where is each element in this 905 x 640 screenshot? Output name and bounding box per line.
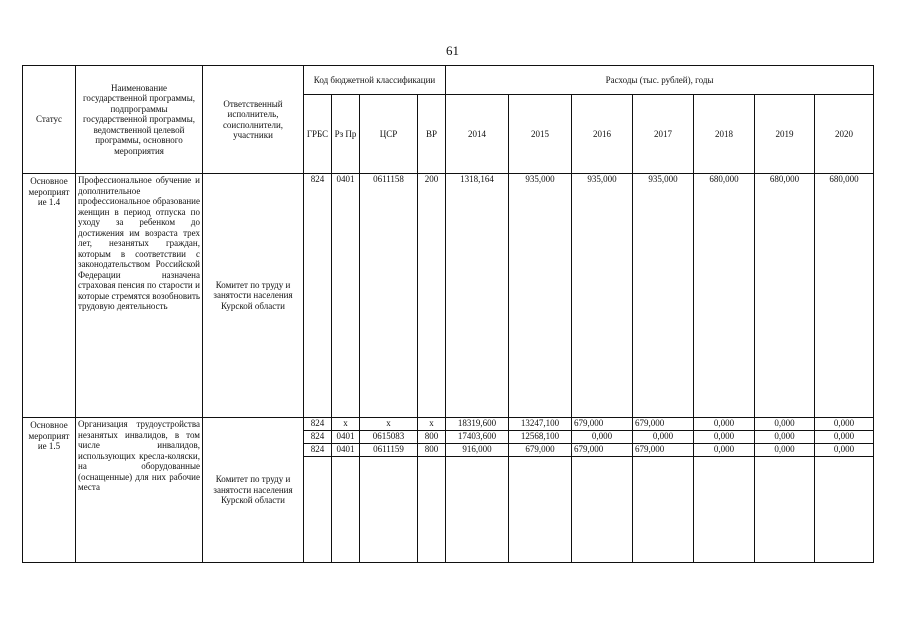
cell-2017: 679,000: [633, 418, 694, 431]
cell-csr: 0615083: [360, 431, 418, 444]
cell-2015: 13247,100: [509, 418, 572, 431]
cell-2019: 680,000: [755, 174, 815, 418]
cell-2015: 679,000: [509, 444, 572, 457]
header-year-2019: 2019: [755, 95, 815, 174]
cell-2019: 0,000: [755, 418, 815, 431]
cell-2014: 17403,600: [446, 431, 509, 444]
page-number: 61: [446, 43, 459, 58]
cell-rzpr: 0401: [332, 174, 360, 418]
cell-2016: 679,000: [572, 444, 633, 457]
table-row: [23, 174, 874, 418]
row-name: Профессиональное обучение и дополнительное профессиональное образование женщин в период отпуска по уходу за ребенком до достижения им возраста трех лет, незанятых граждан, которым в соответствии с законодательством Российской Федерации назначена страховая пенсия по старости и которые стремятся возобновить трудовую деятельность: [76, 174, 203, 418]
cell-2019: 0,000: [755, 431, 815, 444]
header-status: Статус: [23, 66, 76, 174]
header-year-2020: 2020: [815, 95, 874, 174]
cell-2020: 0,000: [815, 444, 874, 457]
cell-2016: 679,000: [572, 418, 633, 431]
cell-rzpr: 0401: [332, 431, 360, 444]
header-csr: ЦСР: [360, 95, 418, 174]
header-year-2017: 2017: [633, 95, 694, 174]
row-status: Основное мероприят ие 1.5: [23, 418, 76, 563]
cell-vr: 200: [418, 174, 446, 418]
header-rzpr: Рз Пр: [332, 95, 360, 174]
table-row: [23, 418, 874, 431]
header-expenses-group: Расходы (тыс. рублей), годы: [446, 66, 874, 95]
cell-2015: 935,000: [509, 174, 572, 418]
header-name: Наименование государственной программы, подпрограммы государственной программы, ведомственной целевой программы, основного мероприятия: [76, 66, 203, 174]
cell-csr: 0611159: [360, 444, 418, 457]
cell-vr: x: [418, 418, 446, 431]
cell-2014: 18319,600: [446, 418, 509, 431]
header-year-2018: 2018: [694, 95, 755, 174]
cell-vr: 800: [418, 444, 446, 457]
cell-2019: 0,000: [755, 444, 815, 457]
cell-2017: 679,000: [633, 444, 694, 457]
cell-2018: 680,000: [694, 174, 755, 418]
cell-2020: 680,000: [815, 174, 874, 418]
cell-rzpr: 0401: [332, 444, 360, 457]
row-status: Основное мероприят ие 1.4: [23, 174, 76, 418]
cell-vr: 800: [418, 431, 446, 444]
cell-2015: 12568,100: [509, 431, 572, 444]
cell-grbs: 824: [304, 418, 332, 431]
header-year-2014: 2014: [446, 95, 509, 174]
budget-table: [22, 65, 874, 563]
cell-2020: 0,000: [815, 431, 874, 444]
cell-csr: x: [360, 418, 418, 431]
header-year-2015: 2015: [509, 95, 572, 174]
cell-2018: 0,000: [694, 444, 755, 457]
cell-2020: 0,000: [815, 418, 874, 431]
cell-grbs: 824: [304, 174, 332, 418]
header-vr: ВР: [418, 95, 446, 174]
cell-2017: 935,000: [633, 174, 694, 418]
cell-2016: 0,000: [572, 431, 633, 444]
cell-2018: 0,000: [694, 431, 755, 444]
cell-csr: 0611158: [360, 174, 418, 418]
cell-2018: 0,000: [694, 418, 755, 431]
header-responsible: Ответственный исполнитель, соисполнители, участники: [203, 66, 304, 174]
cell-grbs: 824: [304, 444, 332, 457]
row-name: Организация трудоустройства незанятых инвалидов, в том числе инвалидов, использующих кресла-коляски, на оборудованные (оснащенные) для них рабочие места: [76, 418, 203, 563]
cell-2016: 935,000: [572, 174, 633, 418]
cell-2017: 0,000: [633, 431, 694, 444]
cell-2014: 1318,164: [446, 174, 509, 418]
header-code-group: Код бюджетной классификации: [304, 66, 446, 95]
row-responsible: Комитет по труду и занятости населения Курской области: [203, 174, 304, 418]
header-year-2016: 2016: [572, 95, 633, 174]
cell-2014: 916,000: [446, 444, 509, 457]
cell-grbs: 824: [304, 431, 332, 444]
cell-rzpr: x: [332, 418, 360, 431]
header-grbs: ГРБС: [304, 95, 332, 174]
row-responsible: Комитет по труду и занятости населения Курской области: [203, 418, 304, 563]
